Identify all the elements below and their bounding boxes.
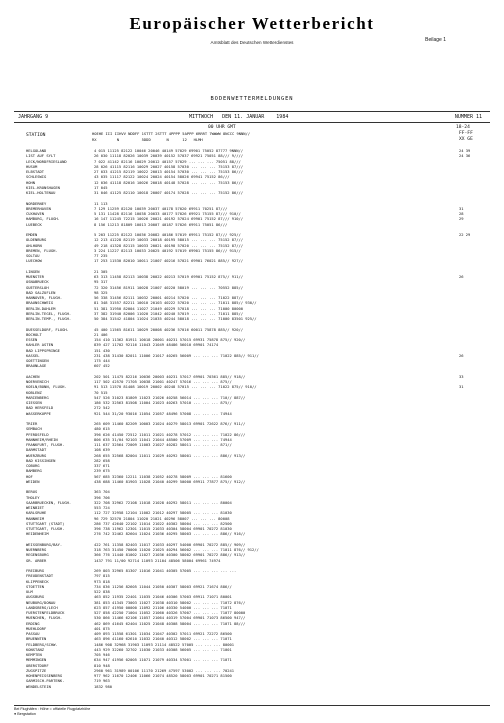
station-name: SOLTAU <box>26 254 40 258</box>
station-data: 51 381 31950 82004 11027 21049 40229 57018 ... ... ... 71000 80000 <box>94 306 244 311</box>
station-data: 202 501 11475 82216 10036 20003 40231 57017 69901 70361 885// 918// <box>94 374 246 379</box>
station-data: 28 026 41115 82116 10029 20027 40158 57030 ... ... ... 75153 87/// <box>94 164 244 169</box>
station-name: BREMEN, FLUGH. <box>26 248 58 253</box>
station-name: MANNHEIM/RHEIN <box>26 437 58 442</box>
beilage-label: Beilage 1 <box>425 37 446 43</box>
station-data: 634 947 41956 02005 11071 21079 40334 57001 ... ... ... 71071 <box>94 658 232 663</box>
station-data: 154 410 11362 81911 10018 20001 40231 57015 69931 75878 875// 920// <box>94 338 246 342</box>
station-name: KAHLER ASTEN <box>26 343 54 348</box>
nummer-label: NUMMER 11 <box>454 114 482 120</box>
station-data: 231 438 31430 82011 11006 21017 40265 56009 ... ... ... 71022 885// 911// <box>94 353 259 358</box>
station-data: 607 452 <box>94 364 110 369</box>
footer-notes <box>14 705 490 717</box>
station-name: MANNHEIM <box>26 516 45 521</box>
station-extra: 31 <box>459 385 464 390</box>
station-data: 443 929 32260 32702 11030 21033 40308 56005 ... ... ... 71001 <box>94 647 232 652</box>
station-name: STUTTGART, FLUGH. <box>26 527 65 531</box>
date-label: MITTWOCH DEN 11. JANUAR 1984 <box>189 114 289 120</box>
station-name: HANNOVER, FLUGH. <box>26 296 63 300</box>
station-name: GR. ARBER <box>26 558 47 563</box>
station-data: 49 218 41328 82115 10033 20021 40198 57020 ... ... ... 75152 87/// <box>94 243 244 248</box>
station-name: KARLSRUHE <box>26 511 47 516</box>
station-name: MUEHLDORF <box>26 626 47 631</box>
station-data: 72 320 31456 81911 10028 21007 40220 58019 ... ... ... 70552 885// <box>94 285 244 290</box>
station-name: MEMMINGEN <box>26 658 47 663</box>
station-data: 522 838 <box>94 590 110 594</box>
station-data: 63 313 11458 82113 10038 20022 40213 57019 69901 75152 875// 911// <box>94 275 244 279</box>
station-name: KOBLENZ <box>26 390 42 395</box>
station-data: 17 253 11530 82010 10011 21007 40216 57021 69901 76021 885// 927// <box>94 259 244 264</box>
station-name: HEIDENHEIM <box>26 532 49 537</box>
station-data: 567 685 32360 12211 11038 21052 40278 58009 ... ... ... 81600 <box>94 474 232 479</box>
station-name: THOLEY <box>26 495 40 500</box>
station-extra: 24 39 <box>459 149 471 153</box>
station-name: AUGSBURG <box>26 595 45 600</box>
station-name: NEUBURG/DONAU <box>26 600 56 605</box>
station-data: 1486 908 32968 31903 11093 21114 48522 57005 ... ... ... 80001 <box>94 642 234 647</box>
station-data: 4 015 11125 82122 10046 20046 40149 57029 69901 75052 87777 9NNN// <box>94 149 244 153</box>
station-name: LINGEN <box>26 269 40 274</box>
station-data: 396 706 <box>94 495 110 500</box>
station-data: 186 532 32563 81508 11004 21023 40263 57010 ... ... ... 875// <box>94 401 232 405</box>
station-name: KOELN/BONN, FLUGH. <box>26 385 67 390</box>
station-name: FREUDENSTADT <box>26 574 54 579</box>
station-data: 175 444 <box>94 359 110 363</box>
station-data: 462 869 41645 62404 11025 21048 40308 58004 ... ... ... 71071 88/// <box>94 621 246 626</box>
station-data: 337 671 <box>94 464 110 468</box>
station-extra: 28 <box>459 212 464 216</box>
station-data: 112 727 32958 12104 11002 21012 40297 58005 ... ... ... 81030 <box>94 511 232 516</box>
station-data: 77 235 <box>94 254 108 258</box>
station-name: WEISSENBURG/BAY. <box>26 542 63 547</box>
station-data: 2960 961 31989 00106 11170 21269 47597 53002 ... ... ... 70241 <box>94 668 234 673</box>
station-data: 438 688 11460 81903 11028 21040 40299 50000 69911 77877 875// 912// <box>94 479 246 484</box>
station-data: 547 526 31023 81809 11023 21026 40258 56014 ... ... ... 710// 887// <box>94 395 246 400</box>
station-data: 396 626 41450 72512 11011 21021 40278 57012 ... ... ... 71022 86/// <box>94 432 246 437</box>
station-name: NUERNBERG <box>26 548 47 552</box>
station-name: ESSEN <box>26 338 38 342</box>
station-data: 409 893 11558 61301 11034 21047 40302 57011 69921 72272 86500 <box>94 632 232 636</box>
table-row <box>26 685 496 690</box>
report-title: Europäischer Wetterbericht <box>129 14 375 33</box>
station-name: FREIBURG <box>26 569 45 573</box>
station-data: 265 609 11460 82209 10003 21024 40279 58013 69901 72622 876// 911// <box>94 422 246 426</box>
station-name: HOHN <box>26 180 36 185</box>
station-name: AACHEN <box>26 374 40 379</box>
station-data: 12 036 41118 82016 10026 20018 40148 57028 ... ... ... 75153 86/// <box>94 180 244 185</box>
info-bar <box>14 111 490 123</box>
station-data: 70 515 <box>94 390 108 395</box>
station-extra: 33 <box>459 374 464 379</box>
station-name: BRAUNLAGE <box>26 364 47 369</box>
station-data: 810 948 <box>94 663 110 668</box>
station-data: 705 946 <box>94 653 110 657</box>
station-name: BAD LIPPSPRINGE <box>26 348 60 353</box>
station-column-header: STATION <box>26 133 46 138</box>
station-data: 268 655 32568 82004 11011 21029 40292 58001 ... ... ... 886// 913// <box>94 453 246 458</box>
station-data: 977 962 11670 12406 11066 21074 48520 58003 69901 70271 81500 <box>94 674 232 678</box>
station-data: 318 763 31450 70000 11020 21025 40294 56002 ... ... ... 71011 876// 912// <box>94 548 259 552</box>
station-data: 5 203 11225 82122 10036 20082 40186 57019 69911 75152 87/// 925// <box>94 233 241 237</box>
station-name: DARMSTADT <box>26 448 47 453</box>
station-name: HOHENPEISSENBERG <box>26 674 63 678</box>
station-name: NOERVENICH <box>26 380 49 384</box>
station-name: KLIPPENECK <box>26 579 49 584</box>
station-data: 81 348 31557 82211 10010 20103 40222 57020 ... ... ... 71011 885// 930// <box>94 301 257 306</box>
station-name: MUENSTER <box>26 275 45 279</box>
station-data: 21 305 <box>94 269 108 274</box>
station-data: 8 156 11213 81809 10013 20007 40187 57026 69911 75051 86/// <box>94 222 228 227</box>
station-name: TRIER <box>26 422 38 426</box>
station-data: 43 035 11117 82122 10024 20024 40154 58026 69941 75152 86/// <box>94 175 230 180</box>
station-data: 17 045 <box>94 185 108 190</box>
station-data: 5 131 11428 82116 10038 20033 40177 57026 69921 75155 87/// 910// <box>94 212 241 216</box>
code-header-line2: RX N 5DDD N 12 HLMH <box>92 138 203 142</box>
jahrgang-label: JAHRGANG 9 <box>18 114 49 120</box>
time-range-label: 18-24 <box>456 125 470 130</box>
station-data: 797 815 <box>94 574 110 579</box>
station-extra: 26 <box>459 275 464 279</box>
station-name: BERLIN-TEMP., FLUGH. <box>26 317 72 321</box>
station-name: EMDEN <box>26 233 38 237</box>
station-name: PASSAU <box>26 632 40 636</box>
station-data: 553 724 <box>94 506 110 510</box>
station-data: 286 737 42640 22102 11014 21022 40302 58004 ... ... ... 82500 <box>94 521 232 526</box>
station-name: ZUGSPITZE <box>26 668 47 673</box>
station-extra: 26 <box>459 353 464 358</box>
station-name: STUTTGART (STADT) <box>26 521 65 526</box>
station-name: WEINBIET <box>26 506 45 510</box>
station-name: DUESSELDORF, FLUGH. <box>26 327 69 332</box>
station-name: PFERDSFELD <box>26 432 49 437</box>
ff-header: FF-FF <box>459 131 473 136</box>
station-name: BERLIN-DAHLEM <box>26 306 56 311</box>
station-name: COBURG <box>26 464 40 468</box>
station-data: 98 325 <box>94 290 108 295</box>
station-name: OBERSTDORF <box>26 663 49 668</box>
station-data: 26 030 11118 82026 10039 20039 40152 57037 69921 75051 88/// 9//// <box>94 154 244 159</box>
station-data: 37 382 31940 82006 11020 21042 40240 57019 ... ... ... 71011 885// <box>94 311 244 316</box>
station-name: LUECHOW <box>26 259 42 264</box>
station-name: BAD HERSFELD <box>26 406 54 411</box>
station-data: 96 729 32570 21804 11020 21021 40296 58007 ... ... ... 80008 <box>94 516 230 521</box>
station-data: 623 857 41950 00000 11092 21106 40330 54000 ... ... ... 71071 <box>94 605 232 610</box>
station-name: MUENCHEN, FLUGH. <box>26 616 63 621</box>
station-data: 363 704 <box>94 490 110 495</box>
station-extra: 29 <box>459 217 464 222</box>
station-name: BERUS <box>26 490 38 495</box>
footer-note-airports: Bei Flughäfen : Höhe = offizielle Flugplatzhöhe <box>14 707 91 711</box>
station-name: MARIENBERG <box>26 395 49 400</box>
station-data: 527 858 42250 71004 11052 21060 40326 57007 ... ... ... 71077 80000 <box>94 611 246 615</box>
station-data: 11 113 <box>94 201 108 206</box>
station-name: BOCHOLT <box>26 332 42 337</box>
station-data: 91 513 11570 81408 10019 20002 40248 57015 ... ... ... 71022 875// 910// <box>94 385 257 390</box>
station-data: 45 400 11565 81611 10029 20008 40236 57016 60011 75878 885// 920// <box>94 327 244 332</box>
station-name: KONSTANZ <box>26 647 45 652</box>
station-name: BAD SALZUFLEN <box>26 290 56 295</box>
station-data: 719 963 <box>94 679 110 684</box>
time-label: 00 UHR GMT <box>208 125 236 130</box>
station-data: 16 147 11245 72215 10026 20021 40192 57024 69901 75152 87/// 910// <box>94 217 244 222</box>
station-name: BAMBERG <box>26 469 42 474</box>
station-name: WENDELSTEIN <box>26 684 51 689</box>
code-header-line1: HOEHE III IIHVV NDDFF 1STTT 2STTT 4PPPP 5APPP 6RRRT 7WWWW 8NCCC 9NNN// <box>92 132 251 136</box>
station-name: LANDSBERG/LECH <box>26 605 58 610</box>
station-data: 396 738 11962 12301 11015 21033 40304 58004 69901 70272 81030 <box>94 527 232 531</box>
station-name: LECK/NORDFRIESLAND <box>26 159 67 164</box>
station-data: 734 836 11256 82605 11044 21050 40307 58003 69921 71674 886// <box>94 584 232 589</box>
station-data: 108 639 <box>94 448 110 453</box>
report-subtitle: Amtsblatt des Deutschen Wetterdienstes <box>210 40 294 45</box>
station-name: FUERSTENFELDBRUCK <box>26 611 65 615</box>
station-name: ULM <box>26 590 33 594</box>
footer-note-mountain: ● Bergstation <box>14 712 36 716</box>
station-data: 282 658 <box>94 458 110 463</box>
station-name: KIEL-HOLTENAU <box>26 191 56 195</box>
station-data: 21 406 <box>94 332 108 337</box>
station-data: 27 033 41215 82119 10022 20013 40154 57030 ... ... ... 75153 86/// <box>94 170 244 174</box>
station-data: 366 776 11440 81002 11027 21036 40300 58002 69901 70272 886// 913// <box>94 553 246 558</box>
station-data: 117 502 42570 71705 10038 21001 40247 57016 ... ... ... 875// <box>94 380 232 384</box>
station-name: GOETTINGEN <box>26 359 49 363</box>
station-name: CUXHAVEN <box>26 212 45 216</box>
station-name: KEMPTEN <box>26 653 42 657</box>
station-name: SAARBRUECKEN, FLUGH. <box>26 500 72 505</box>
station-name: BREMERHAVEN <box>26 206 51 211</box>
station-data: 322 708 32962 72108 11018 21028 40292 58011 ... ... ... 80004 <box>94 500 232 505</box>
station-name: WASSERKUPPE <box>26 411 51 416</box>
xx-header: XX GE <box>459 137 473 142</box>
station-data: 111 637 32564 72009 11003 21027 40282 58011 ... ... ... 871// <box>94 443 232 447</box>
station-data: 1437 791 11/00 92714 11093 21104 48506 58004 69961 74974 <box>94 558 221 563</box>
station-name: FELDBERG/SCHW. <box>26 642 58 647</box>
station-data: 151 430 <box>94 348 110 353</box>
station-name: BRAUNSCHWEIG <box>26 301 54 306</box>
station-data: 422 761 11358 82403 11017 21033 40297 54000 69901 70272 885// 909// <box>94 542 246 547</box>
station-extra: 24 36 <box>459 154 471 159</box>
station-name: GUETERSLOH <box>26 285 49 290</box>
station-data: 3 224 11227 82113 10033 20025 40192 57019 69901 75155 86/// 915// <box>94 248 241 253</box>
station-data: 1832 980 <box>94 684 113 689</box>
station-data: 95 317 <box>94 280 108 285</box>
station-name: WEIDEN <box>26 479 40 484</box>
station-data: 7 022 41142 82116 10029 20012 40157 57029 ... ... ... 75051 88/// <box>94 159 241 164</box>
station-data: 239 675 <box>94 469 110 474</box>
station-name: STOETTEN <box>26 584 45 589</box>
station-name: FRANKFURT, FLUGH. <box>26 443 65 447</box>
station-data: 269 803 32965 81307 11016 21041 40305 57005 ... ... ... ... ... <box>94 569 237 573</box>
station-data: 480 615 <box>94 427 110 432</box>
station-data: 7 129 11259 82120 10039 20037 40178 57020 69911 70251 87/// <box>94 206 228 211</box>
station-name: KIEL-KRONSHAGEN <box>26 185 60 190</box>
station-data: 272 542 <box>94 406 110 411</box>
station-table <box>26 149 496 690</box>
station-data: 806 635 31/04 92103 11041 21044 48500 57009 ... ... ... 74944 <box>94 437 232 442</box>
station-name: HOF <box>26 474 33 479</box>
station-data: 839 427 11702 92116 11043 21049 48486 56010 69901 74174 <box>94 343 219 348</box>
station-name: NORDERNEY <box>26 201 47 206</box>
station-name: KASSEL <box>26 353 40 358</box>
station-name: BAD KISSINGEN <box>26 458 56 463</box>
station-data: 921 544 31/20 93016 11054 21057 48496 57008 ... ... ... 74944 <box>94 411 232 416</box>
station-name: BRUENNTEN <box>26 637 47 642</box>
station-data: 463 896 41160 62610 11032 21040 40312 58002 ... ... ... 71071 <box>94 637 232 642</box>
station-data: 50 384 31542 41804 11024 21035 40244 58018 ... ... ... 71000 83501 925// <box>94 317 257 321</box>
station-name: AHLHORN <box>26 243 42 248</box>
section-heading: BODENWETTERMELDUNGEN <box>210 96 294 102</box>
station-name: GARMISCH-PARTENK. <box>26 679 65 684</box>
station-data: 401 875 <box>94 626 110 631</box>
station-name: OSNABRUECK <box>26 280 49 285</box>
station-name: REGENSBURG <box>26 553 49 558</box>
station-name: ELBSTADT <box>26 170 45 174</box>
station-data: 381 853 41345 73003 11027 21038 40310 58002 ... ... ... 71072 876// <box>94 600 246 605</box>
station-name: LIST AUF SYLT <box>26 154 56 159</box>
station-data: 973 818 <box>94 579 110 584</box>
station-name: HELGOLAND <box>26 149 47 153</box>
station-name: HUSUM <box>26 164 38 169</box>
station-name: OLDENBURG <box>26 238 47 243</box>
station-extra: 22 29 <box>459 233 471 237</box>
station-name: SEMBACH <box>26 427 42 432</box>
station-extra: 31 <box>459 206 464 211</box>
station-name: WUERZBURG <box>26 453 47 458</box>
station-name: LUEBECK <box>26 222 42 227</box>
station-data: 463 852 11935 22401 11035 21046 40306 57003 69911 71071 80001 <box>94 595 232 600</box>
station-name: ERDING <box>26 621 40 626</box>
station-data: 31 046 41125 82110 10018 20007 40174 57028 ... ... ... 75152 86/// <box>94 191 244 195</box>
station-name: GIESSEN <box>26 401 42 405</box>
station-name: HAMBURG, FLUGH. <box>26 217 60 222</box>
station-name: SCHLESWIG <box>26 175 47 180</box>
station-name: BERLIN-TEGEL, FLUGH. <box>26 311 72 316</box>
station-data: 530 866 11466 62106 11057 21064 40319 57004 69901 71073 86500 947// <box>94 616 246 621</box>
station-data: 276 742 32462 82604 11024 21036 40295 58003 ... ... ... 886// 916// <box>94 532 246 537</box>
station-data: 12 213 41228 82119 10033 20018 40195 58015 ... ... ... 75152 87/// <box>94 238 244 243</box>
station-data: 56 338 31456 82111 10032 20001 40214 57020 ... ... ... 71022 887// <box>94 296 244 300</box>
